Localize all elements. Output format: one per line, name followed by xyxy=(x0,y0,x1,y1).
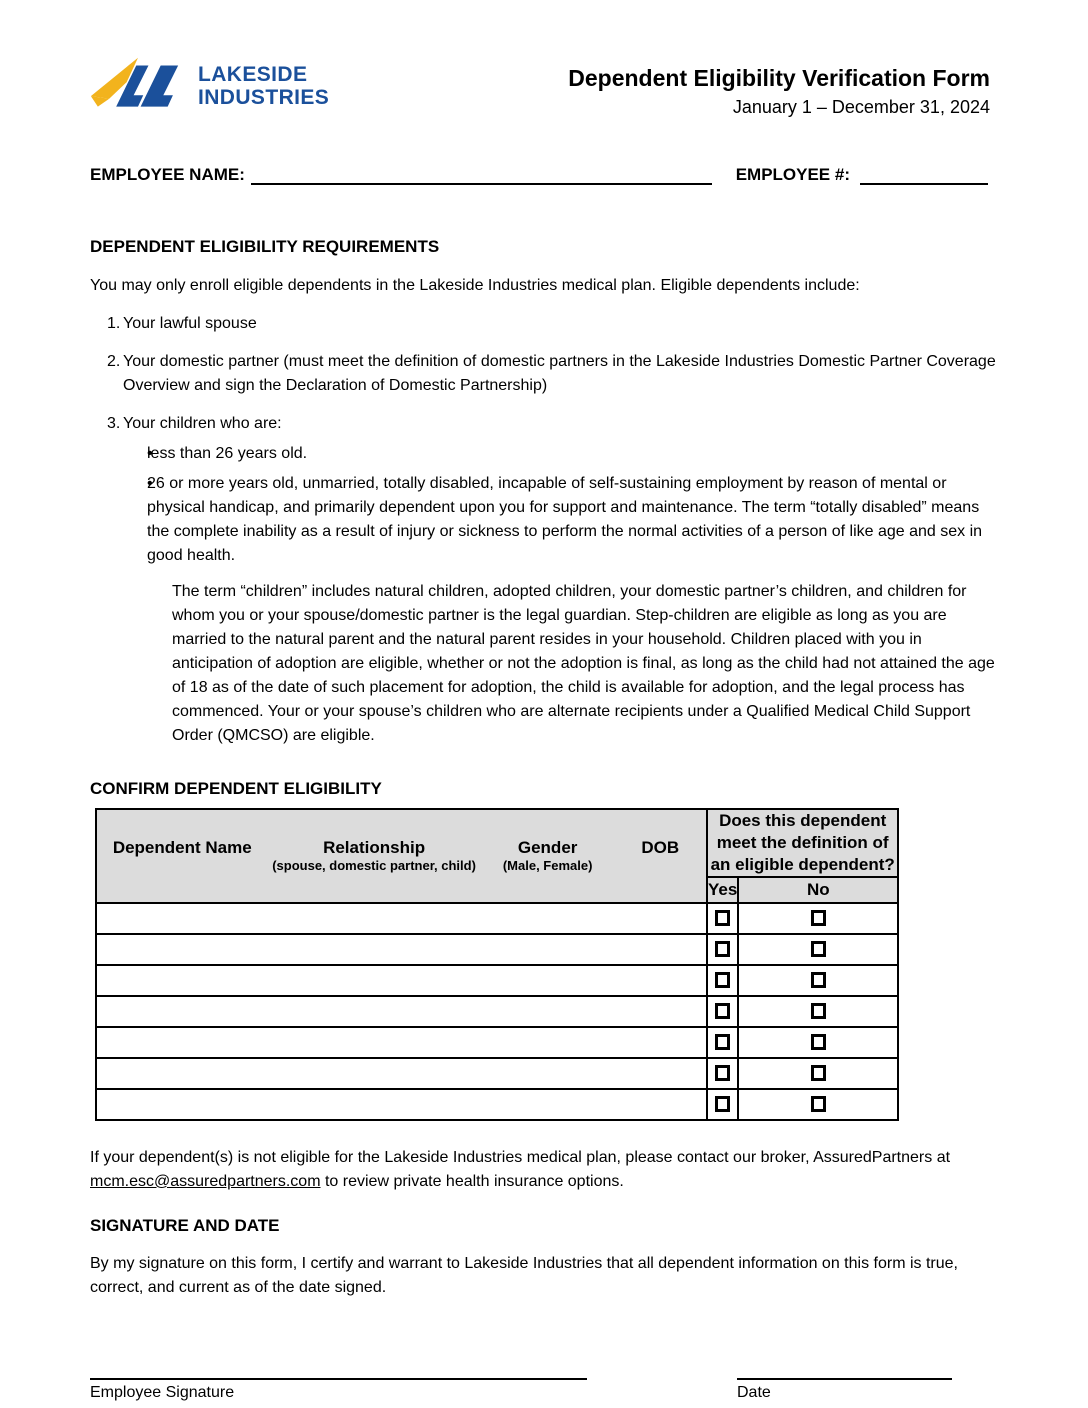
no-checkbox[interactable] xyxy=(811,1065,826,1081)
table-row xyxy=(96,1027,898,1058)
employee-signature-field[interactable] xyxy=(90,1358,587,1380)
no-cell xyxy=(738,1089,898,1120)
page-header xyxy=(0,0,1088,119)
table-row xyxy=(96,996,898,1027)
yes-checkbox[interactable] xyxy=(715,1034,730,1050)
broker-email-link[interactable]: mcm.esc@assuredpartners.com xyxy=(90,1173,321,1190)
yes-cell xyxy=(707,1058,738,1089)
employee-name-label: EMPLOYEE NAME: xyxy=(90,165,245,184)
yes-cell xyxy=(707,1027,738,1058)
company-name-line1: LAKESIDE xyxy=(198,62,308,86)
employee-signature-block xyxy=(90,1358,587,1404)
yes-cell xyxy=(707,965,738,996)
children-bullet-1 xyxy=(90,442,1000,466)
date-block xyxy=(737,1358,952,1404)
requirements-intro: You may only enroll eligible dependents in the Lakeside Industries medical plan. Eligible dependents include: xyxy=(90,277,860,294)
no-checkbox[interactable] xyxy=(811,1096,826,1112)
bullet-text: 26 or more years old, unmarried, totally disabled, incapable of self-sustaining employment by reason of mental or physical handicap, and primarily dependent upon you for support and maintenance. The term “totally disabled” means the complete inability as a result of injury or sickness to perform the normal activities of a person of like age and sex in good health. xyxy=(147,475,983,564)
dependent-info-cell[interactable] xyxy=(96,965,707,996)
yes-checkbox[interactable] xyxy=(715,941,730,957)
no-checkbox[interactable] xyxy=(811,1003,826,1019)
table-row xyxy=(96,934,898,965)
company-name xyxy=(198,63,329,109)
yes-checkbox[interactable] xyxy=(715,972,730,988)
column-dependent-name: Dependent Name xyxy=(112,838,252,857)
broker-note xyxy=(90,1146,970,1194)
broker-note-after: to review private health insurance options. xyxy=(324,1173,624,1190)
signature-statement: By my signature on this form, I certify and warrant to Lakeside Industries that all dependent information on this form is true, correct, and current as of the date signed. xyxy=(90,1255,958,1296)
no-checkbox[interactable] xyxy=(811,1034,826,1050)
table-column-headers xyxy=(96,809,707,903)
employee-info-row xyxy=(90,163,988,185)
date-label: Date xyxy=(737,1384,771,1401)
bullet-icon xyxy=(90,472,147,568)
requirements-heading: DEPENDENT ELIGIBILITY REQUIREMENTS xyxy=(90,237,440,256)
dependent-table-body xyxy=(96,809,898,1120)
employee-name-field[interactable] xyxy=(251,163,712,185)
dependent-info-cell[interactable] xyxy=(96,1058,707,1089)
eligibility-question-header: Does this dependent meet the definition of an eligible dependent? xyxy=(707,809,898,877)
title-block xyxy=(568,55,990,119)
column-gender: Gender (Male, Female) xyxy=(502,838,593,873)
item-text: Your children who are: xyxy=(123,415,282,432)
item-text: Your lawful spouse xyxy=(123,315,257,332)
plan-year-range: January 1 – December 31, 2024 xyxy=(732,97,990,117)
children-definition-note: The term “children” includes natural children, adopted children, your domestic partner’s children, and children for whom you or your spouse/domestic partner is the legal guardian. Step-children are eligible as long as you are married to the natural parent and the natural parent resides in your household. Children placed with you in anticipation of adoption are eligible, whether or not the adoption is final, as long as the child had not attained the age of 18 as of the date of such placement for adoption, the child is available for adoption, and the legal process has commenced. Your or your spouse’s children who are alternate recipients under a Qualified Medical Child Support Order (QMCSO) are eligible. xyxy=(172,583,995,744)
no-cell xyxy=(738,996,898,1027)
employee-number-field[interactable] xyxy=(860,163,988,185)
employee-number-label: EMPLOYEE #: xyxy=(735,165,850,184)
signature-heading: SIGNATURE AND DATE xyxy=(90,1216,280,1235)
no-column-header: No xyxy=(738,877,898,903)
broker-note-before: If your dependent(s) is not eligible for the Lakeside Industries medical plan, please contact our broker, AssuredPartners at xyxy=(90,1149,951,1166)
table-row xyxy=(96,1058,898,1089)
yes-cell xyxy=(707,996,738,1027)
yes-checkbox[interactable] xyxy=(715,1065,730,1081)
column-dob: DOB xyxy=(641,838,680,857)
dependent-info-cell[interactable] xyxy=(96,996,707,1027)
yes-cell xyxy=(707,903,738,934)
table-header-row xyxy=(96,809,898,877)
table-row xyxy=(96,965,898,996)
no-cell xyxy=(738,1027,898,1058)
dependent-info-cell[interactable] xyxy=(96,903,707,934)
no-cell xyxy=(738,965,898,996)
dependent-info-cell[interactable] xyxy=(96,934,707,965)
children-bullet-2 xyxy=(90,472,1000,568)
yes-cell xyxy=(707,934,738,965)
employee-signature-label: Employee Signature xyxy=(90,1384,235,1401)
bullet-text: less than 26 years old. xyxy=(147,445,308,462)
requirement-item-3 xyxy=(90,412,1000,436)
table-row xyxy=(96,1089,898,1120)
table-row xyxy=(96,903,898,934)
yes-checkbox[interactable] xyxy=(715,1096,730,1112)
dependent-table xyxy=(95,808,899,1121)
item-text: Your domestic partner (must meet the definition of domestic partners in the Lakeside Industries Domestic Partner Coverage Overview and sign the Declaration of Domestic Partnership) xyxy=(123,353,996,394)
item-number: 2. xyxy=(107,353,121,370)
signature-row xyxy=(90,1358,1000,1404)
yes-checkbox[interactable] xyxy=(715,910,730,926)
item-number: 1. xyxy=(107,315,121,332)
no-cell xyxy=(738,934,898,965)
requirement-item-1 xyxy=(90,312,1000,336)
column-relationship: Relationship (spouse, domestic partner, child) xyxy=(272,838,476,873)
no-checkbox[interactable] xyxy=(811,941,826,957)
form-body xyxy=(90,237,1000,1404)
yes-cell xyxy=(707,1089,738,1120)
yes-column-header: Yes xyxy=(707,877,738,903)
confirm-heading: CONFIRM DEPENDENT ELIGIBILITY xyxy=(90,779,382,798)
no-cell xyxy=(738,1058,898,1089)
dependent-info-cell[interactable] xyxy=(96,1027,707,1058)
company-logo xyxy=(90,55,329,116)
no-cell xyxy=(738,903,898,934)
requirement-item-2 xyxy=(90,350,1000,398)
yes-checkbox[interactable] xyxy=(715,1003,730,1019)
lakeside-logo-icon xyxy=(90,55,186,116)
no-checkbox[interactable] xyxy=(811,972,826,988)
page-title: Dependent Eligibility Verification Form xyxy=(568,65,990,91)
company-name-line2: INDUSTRIES xyxy=(198,85,330,109)
date-field[interactable] xyxy=(737,1358,952,1380)
dependent-info-cell[interactable] xyxy=(96,1089,707,1120)
bullet-icon xyxy=(90,442,147,466)
no-checkbox[interactable] xyxy=(811,910,826,926)
item-number: 3. xyxy=(107,415,121,432)
